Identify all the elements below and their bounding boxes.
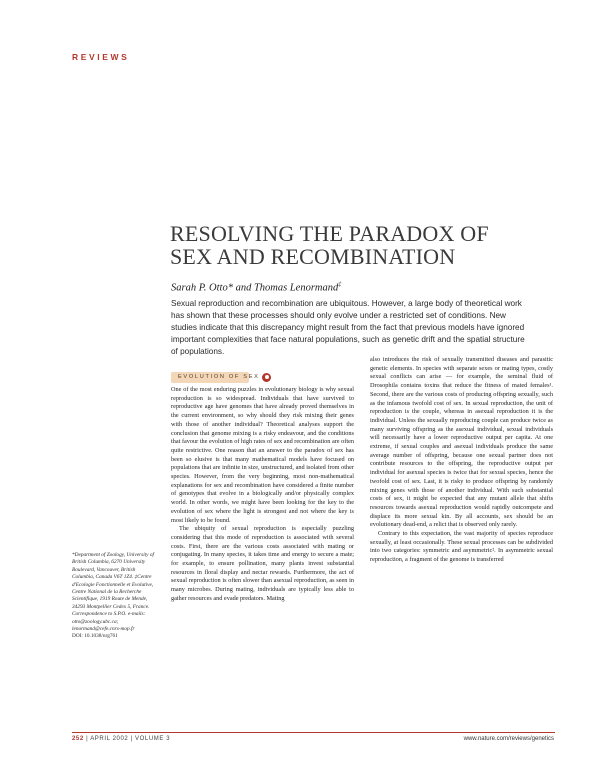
article-title <box>170 222 550 268</box>
target-icon <box>262 373 271 382</box>
footer-left <box>72 736 170 742</box>
paragraph: also introduces the risk of sexually transmitted diseases and parasitic genetic elements. In species with separate sexes or mating types, costly sexual conflicts can arise — for example, the seminal fluid of Drosophila contains toxins that reduce the fitness of mated females¹. Second, there are the various costs of producing offspring sexually, such as the infamous twofold cost of sex. In sexual reproduction, the unit of reproduction is the couple, whereas in asexual reproduction it is the individual. Unless the sexually reproducing couple can produce twice as many surviving offspring as the asexual individual, sexual individuals will necessarily have a lower reproductive output per capita. At one extreme, if sexual couples and asexual individuals produce the same average number of offspring, because one sexual partner does not contribute resources to the offspring, the reproductive output per individual for asexual species is twice that for sexual species, hence the twofold cost of sex. Last, it is risky to produce offspring by randomly mixing genes with those of another individual. With such substantial costs of sex, it might be expected that any mutant allele that shifts resources towards asexual reproduction would rapidly outcompete and displace its more sexual kin. By all accounts, sex should be an evolutionary dead-end, a relict that is observed only rarely. <box>370 356 553 529</box>
section-label: REVIEWS <box>72 52 130 62</box>
title-line-1: RESOLVING THE PARADOX OF <box>170 221 489 246</box>
paragraph: One of the most enduring puzzles in evolutionary biology is why sexual reproduction is so widespread. Individuals that have survived to reproductive age have genomes that have already proved themselves in the current environment, so why should they risk mixing their genes with those of another individual? Theoretical analyses support the conclusion that genome mixing is a risky endeavour, and the conditions that favour the evolution of high rates of sex and recombination are often quite restrictive. One reason that an answer to the paradox of sex has been so elusive is that many mathematical models have focused on populations that are infinite in size, unstructured, and isolated from other species. However, from the very beginning, most non-mathematical explanations for sex and recombination have considered a finite number of genotypes that evolve in a biologically and/or physically complex world. In other words, we might have been looking for the key to the evolution of sex where the light is strongest and not where the key is most likely to be found. <box>171 386 354 524</box>
affiliation-text: *Department of Zoology, University of British Columbia, 6270 University Boulevard, Vancouver, British Columbia, Canada V6T 1Z4. ‡Centre d'Ecologie Fonctionnelle et Evolutive, Centre National de la Recherche Scientifique, 1919 Route de Mende, 34293 Montpellier Cedex 5, France. Correspondence to S.P.O. e-mails: otto@zoology.ubc.ca; lenormand@cefe.cnrs-mop.fr <box>72 552 154 633</box>
author-affiliations <box>72 552 158 641</box>
doi: DOI: 10.1038/nrg761 <box>72 633 118 640</box>
abstract: Sexual reproduction and recombination are ubiquitous. However, a large body of theoretical work has shown that these processes should only evolve under a restricted set of conditions. New studies indicate that this discrepancy might result from the fact that previous models have ignored important complexities that face natural populations, such as genetic drift and the spatial structure of populations. <box>171 299 525 357</box>
body-column-2 <box>370 356 553 565</box>
title-line-2: SEX AND RECOMBINATION <box>170 244 456 269</box>
paragraph: The ubiquity of sexual reproduction is especially puzzling considering that this mode of reproduction is associated with several costs. First, there are the various costs associated with mating or conjugating. In many species, it takes time and energy to secure a mate; for example, to ensure pollination, many plants invest substantial resources in floral display and nectar rewards. Furthermore, the act of sexual reproduction is often slower than asexual reproduction, as seen in many microbes. During mating, individuals are typically less able to gather resources and evade predators. Mating <box>171 525 354 602</box>
author-mark: ‡ <box>338 282 342 288</box>
author-names: Sarah P. Otto* and Thomas Lenormand <box>171 282 339 294</box>
journal-url: www.nature.com/reviews/genetics <box>463 736 554 742</box>
topic-badge-label: EVOLUTION OF SEX <box>178 373 260 380</box>
body-column-1 <box>171 386 354 604</box>
paragraph: Contrary to this expectation, the vast majority of species reproduce sexually, at least occasionally. These sexual processes can be subdivided into two categories: symmetric and asymmetric². In asymmetric sexual reproduction, a fragment of the genome is transferred <box>370 530 553 564</box>
footer-divider <box>72 732 555 733</box>
authors <box>171 282 341 294</box>
page-number: 252 <box>72 736 84 742</box>
issue-info: | APRIL 2002 | VOLUME 3 <box>86 736 171 742</box>
